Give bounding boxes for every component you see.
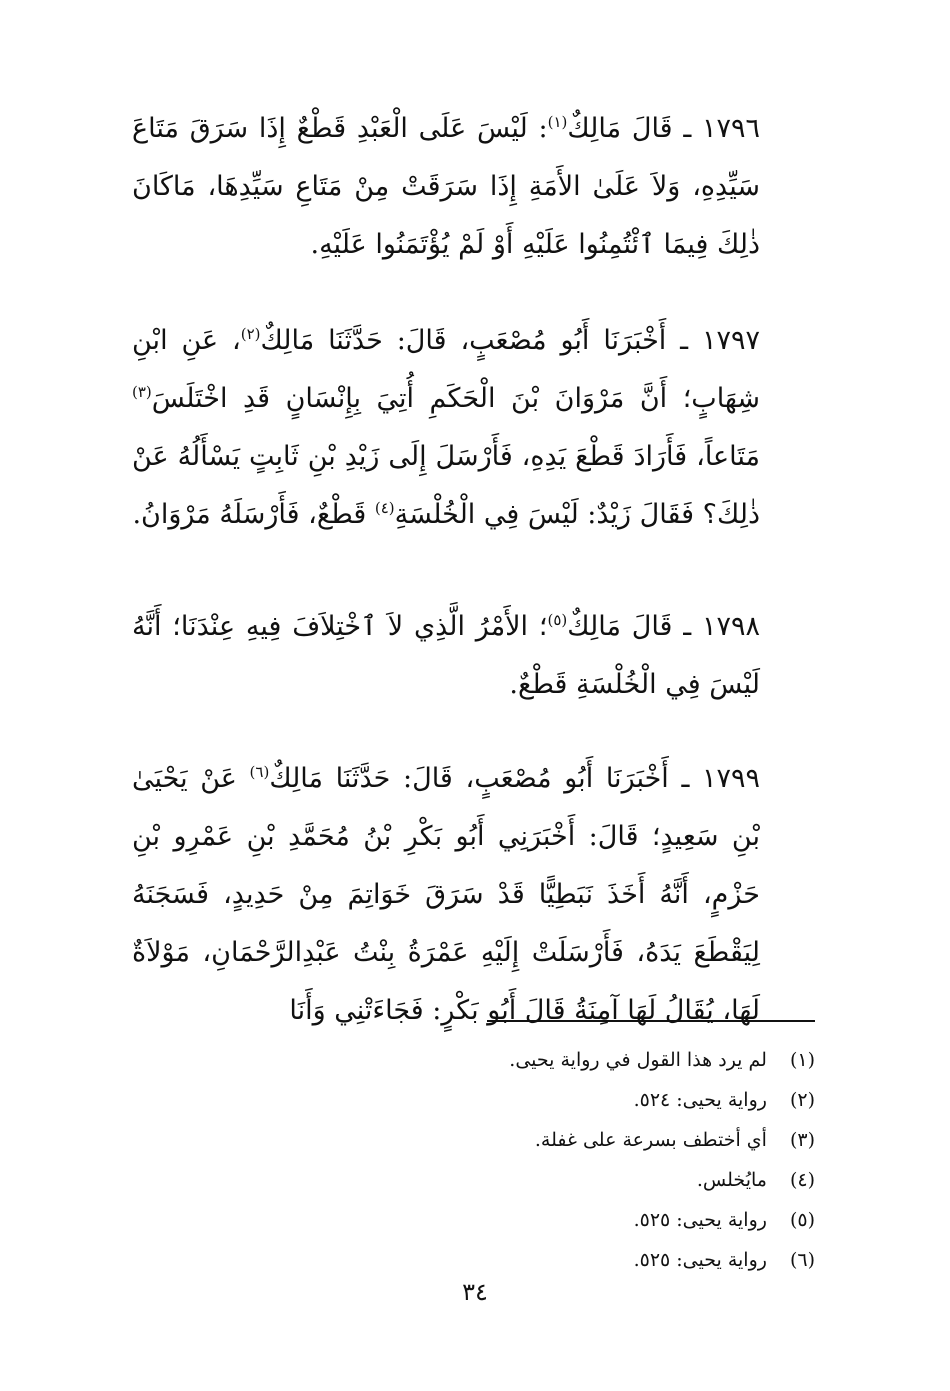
footnote-number: (٣) (789, 1129, 815, 1151)
paragraph-text: ، عَنِ ابْنِ شِهَابٍ؛ أَنَّ مَرْوَانَ بْنَ الْحَكَمِ أُتِيَ بِإِنْسَانٍ قَدِ اخْتَلَسَ (132, 325, 760, 414)
paragraph-text: مَتَاعاً، فَأَرَادَ قَطْعَ يَدِهِ، فَأَرْسَلَ إِلَى زَيْدِ بْنِ ثَابِتٍ يَسْأَلُهُ عَنْ ذٰلِكَ؟ فَقَالَ زَيْدٌ: لَيْسَ فِي الْخُلْسَةِ (132, 441, 760, 530)
footnote-separator (487, 1020, 815, 1022)
page-number: ٣٤ (462, 1278, 488, 1306)
footnote-text: رواية يحيى: ٥٢٥. (633, 1209, 767, 1231)
footnote-marker[interactable]: (٥) (547, 611, 568, 629)
footnote-item (315, 1120, 815, 1160)
paragraph-text: ١٧٩٩ ـ أَخْبَرَنَا أَبُو مُصْعَبٍ، قَالَ: حَدَّثَنَا مَالِكٌ (269, 763, 760, 794)
hadith-paragraph-1796 (132, 100, 760, 274)
footnotes-list (315, 1040, 815, 1280)
footnote-text: مايُخلس. (696, 1169, 767, 1191)
paragraph-text: : لَيْسَ عَلَى الْعَبْدِ قَطْعٌ إِذَا سَرَقَ مَتَاعَ سَيِّدِهِ، وَلاَ عَلَىٰ الأَمَةِ إِذَا سَرَقَتْ مِنْ مَتَاعِ سَيِّدِهَا، مَاكَانَ ذٰلِكَ فِيمَا ٱئْتُمِنُوا عَلَيْهِ أَوْ لَمْ يُؤْتَمَنُوا عَلَيْهِ. (132, 113, 760, 260)
footnote-text: أي أختطف بسرعة على غفلة. (534, 1129, 767, 1151)
footnote-marker[interactable]: (٦) (249, 763, 270, 781)
footnote-number: (١) (789, 1049, 815, 1071)
hadith-paragraph-1798 (132, 598, 760, 714)
footnote-text: رواية يحيى: ٥٢٤. (633, 1089, 767, 1111)
footnote-number: (٦) (789, 1249, 815, 1271)
footnote-item (315, 1160, 815, 1200)
footnote-number: (٤) (789, 1169, 815, 1191)
footnote-item (315, 1240, 815, 1280)
footnote-marker[interactable]: (٣) (132, 383, 152, 401)
footnote-number: (٢) (789, 1089, 815, 1111)
paragraph-text: قَطْعٌ، فَأَرْسَلَهُ مَرْوَانُ. (132, 499, 375, 530)
paragraph-text: عَنْ يَحْيَىٰ بْنِ سَعِيدٍ؛ قَالَ: أَخْبَرَنِي أَبُو بَكْرِ بْنُ مُحَمَّدِ بْنِ عَمْرِو بْنِ حَزْمٍ، أَنَّهُ أَخَذَ نَبَطِيًّا قَدْ سَرَقَ خَوَاتِمَ مِنْ حَدِيدٍ، فَسَجَنَهُ لِيَقْطَعَ يَدَهُ، فَأَرْسَلَتْ إِلَيْهِ عَمْرَةُ بِنْتُ عَبْدِالرَّحْمَانِ، مَوْلاَةٌ لَهَا، يُقَالُ لَهَا آمِنَةُ قَالَ أَبُو بَكْرٍ: فَجَاءَتْنِي وَأَنَا (132, 763, 760, 1026)
footnote-marker[interactable]: (١) (547, 113, 568, 131)
footnote-item (315, 1200, 815, 1240)
hadith-paragraph-1797 (132, 312, 760, 544)
footnote-marker[interactable]: (٤) (374, 499, 395, 517)
paragraph-text: ١٧٩٦ ـ قَالَ مَالِكٌ (567, 113, 760, 144)
paragraph-text: ؛ الأَمْرُ الَّذِي لاَ ٱخْتِلاَفَ فِيهِ عِنْدَنَا؛ أَنَّهُ لَيْسَ فِي الْخُلْسَةِ قَطْعٌ. (132, 611, 760, 700)
paragraph-text: ١٧٩٧ ـ أَخْبَرَنَا أَبُو مُصْعَبٍ، قَالَ: حَدَّثَنَا مَالِكٌ (260, 325, 760, 356)
footnote-number: (٥) (789, 1209, 815, 1231)
paragraph-text: ١٧٩٨ ـ قَالَ مَالِكٌ (567, 611, 760, 642)
hadith-paragraph-1799 (132, 750, 760, 1040)
footnote-item (315, 1080, 815, 1120)
footnote-text: لم يرد هذا القول في رواية يحيى. (509, 1049, 767, 1071)
footnote-text: رواية يحيى: ٥٢٥. (633, 1249, 767, 1271)
footnote-item (315, 1040, 815, 1080)
footnote-marker[interactable]: (٢) (240, 325, 261, 343)
